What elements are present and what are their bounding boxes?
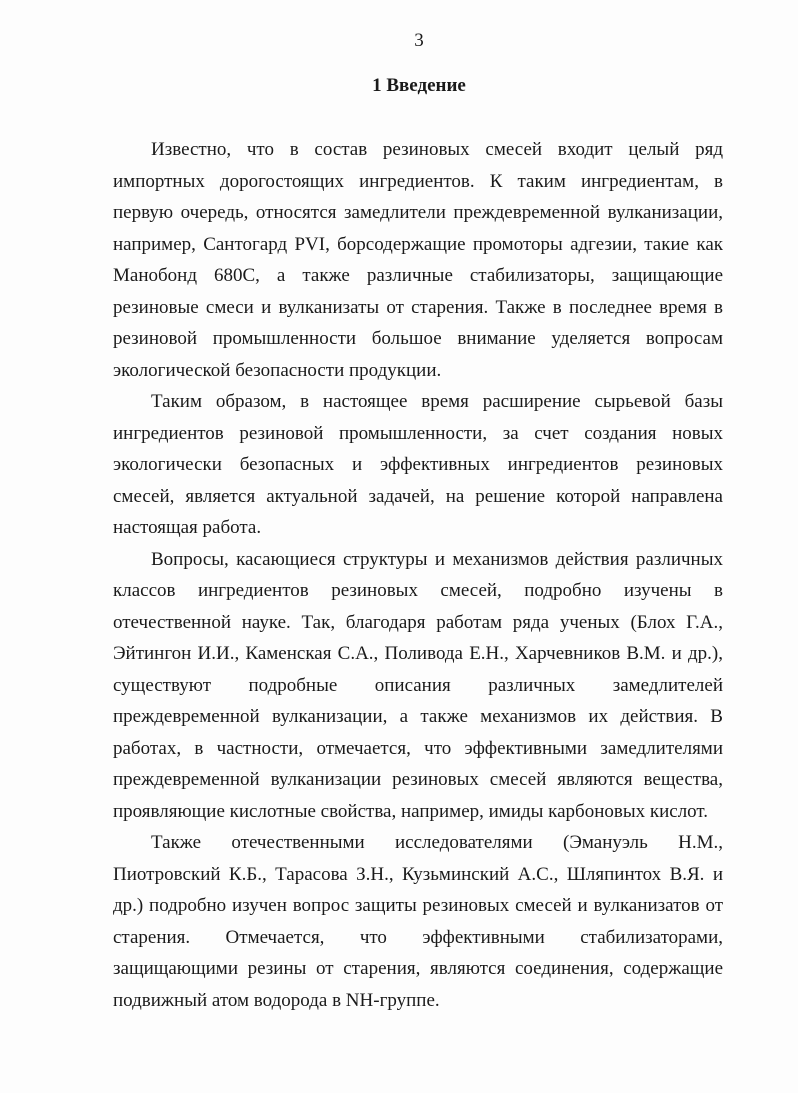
section-heading: 1 Введение xyxy=(372,75,466,96)
page-number: 3 xyxy=(414,30,424,51)
paragraph: Известно, что в состав резиновых смесей входит целый ряд импортных дорогостоящих ингредиентов. К таким ингредиентам, в первую очередь, относятся замедлители преждевременной вулканизации, например, Сантогард PVI, борсодержащие промоторы адгезии, такие как Манобонд 680С, а также различные стабилизаторы, защищающие резиновые смеси и вулканизаты от старения. Также в последнее время в резиновой промышленности большое внимание уделяется вопросам экологической безопасности продукции. xyxy=(113,139,723,381)
body-text xyxy=(113,134,723,1016)
paragraph: Вопросы, касающиеся структуры и механизмов действия различных классов ингредиентов резиновых смесей, подробно изучены в отечественной науке. Так, благодаря работам ряда ученых (Блох Г.А., Эйтингон И.И., Каменская С.А., Поливода Е.Н., Харчевников В.М. и др.), существуют подробные описания различных замедлителей преждевременной вулканизации, а также механизмов их действия. В работах, в частности, отмечается, что эффективными замедлителями преждевременной вулканизации резиновых смесей являются вещества, проявляющие кислотные свойства, например, имиды карбоновых кислот. xyxy=(113,548,723,822)
paragraph: Также отечественными исследователями (Эмануэль Н.М., Пиотровский К.Б., Тарасова З.Н., Кузьминский А.С., Шляпинтох В.Я. и др.) подробно изучен вопрос защиты резиновых смесей и вулканизатов от старения. Отмечается, что эффективными стабилизаторами, защищающими резины от старения, являются соединения, содержащие подвижный атом водорода в NH-группе. xyxy=(113,832,723,1011)
paragraph: Таким образом, в настоящее время расширение сырьевой базы ингредиентов резиновой промышленности, за счет создания новых экологически безопасных и эффективных ингредиентов резиновых смесей, является актуальной задачей, на решение которой направлена настоящая работа. xyxy=(113,391,723,538)
